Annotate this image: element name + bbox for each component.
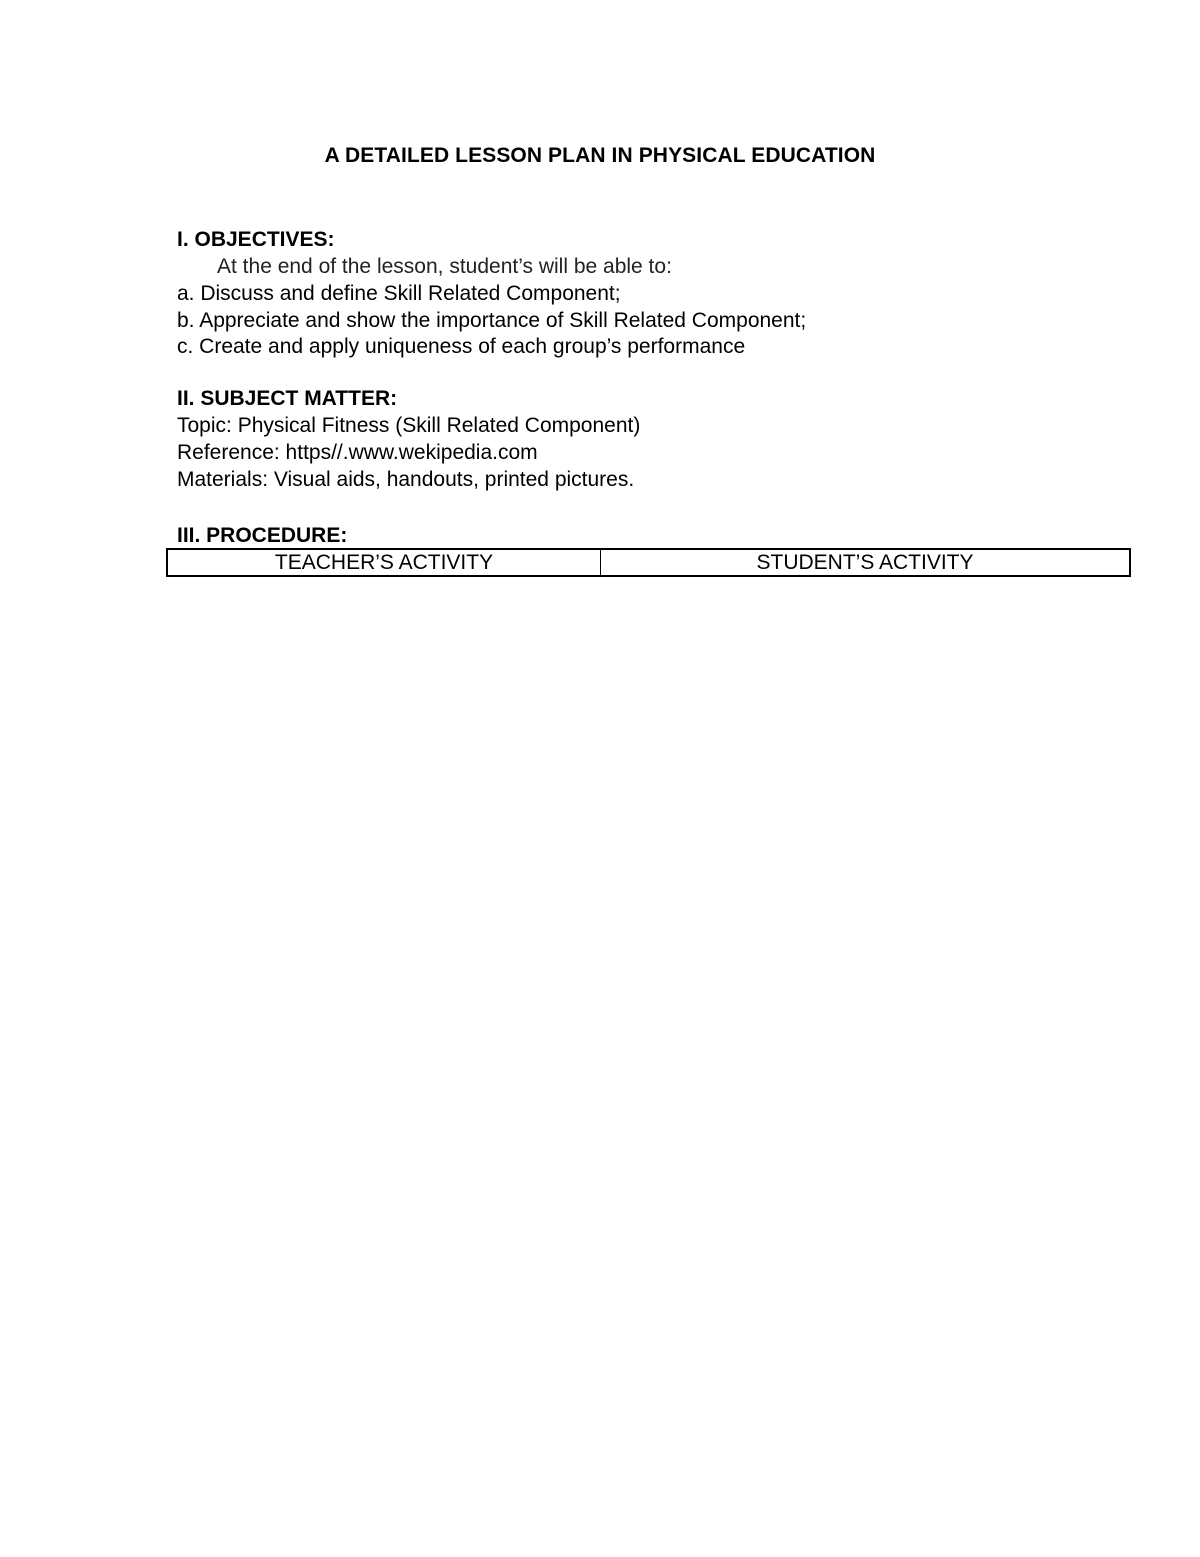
- objective-item-c: c. Create and apply uniqueness of each group’s performance: [177, 335, 746, 358]
- objectives-intro: At the end of the lesson, student’s will be able to:: [217, 255, 672, 278]
- objectives-heading: I. OBJECTIVES:: [177, 228, 335, 251]
- subject-matter-heading: II. SUBJECT MATTER:: [177, 387, 398, 410]
- subject-reference: Reference: https//.www.wekipedia.com: [177, 441, 538, 464]
- subject-materials: Materials: Visual aids, handouts, printed pictures.: [177, 468, 635, 491]
- procedure-table: [166, 548, 1131, 577]
- objective-item-a: a. Discuss and define Skill Related Component;: [177, 282, 621, 305]
- student-activity-header: STUDENT’S ACTIVITY: [756, 551, 974, 574]
- objective-item-b: b. Appreciate and show the importance of Skill Related Component;: [177, 309, 807, 332]
- teacher-activity-header: TEACHER’S ACTIVITY: [168, 550, 601, 575]
- subject-topic: Topic: Physical Fitness (Skill Related Component): [177, 414, 641, 437]
- procedure-heading: III. PROCEDURE:: [177, 524, 348, 547]
- document-title: A DETAILED LESSON PLAN IN PHYSICAL EDUCATION: [324, 144, 876, 167]
